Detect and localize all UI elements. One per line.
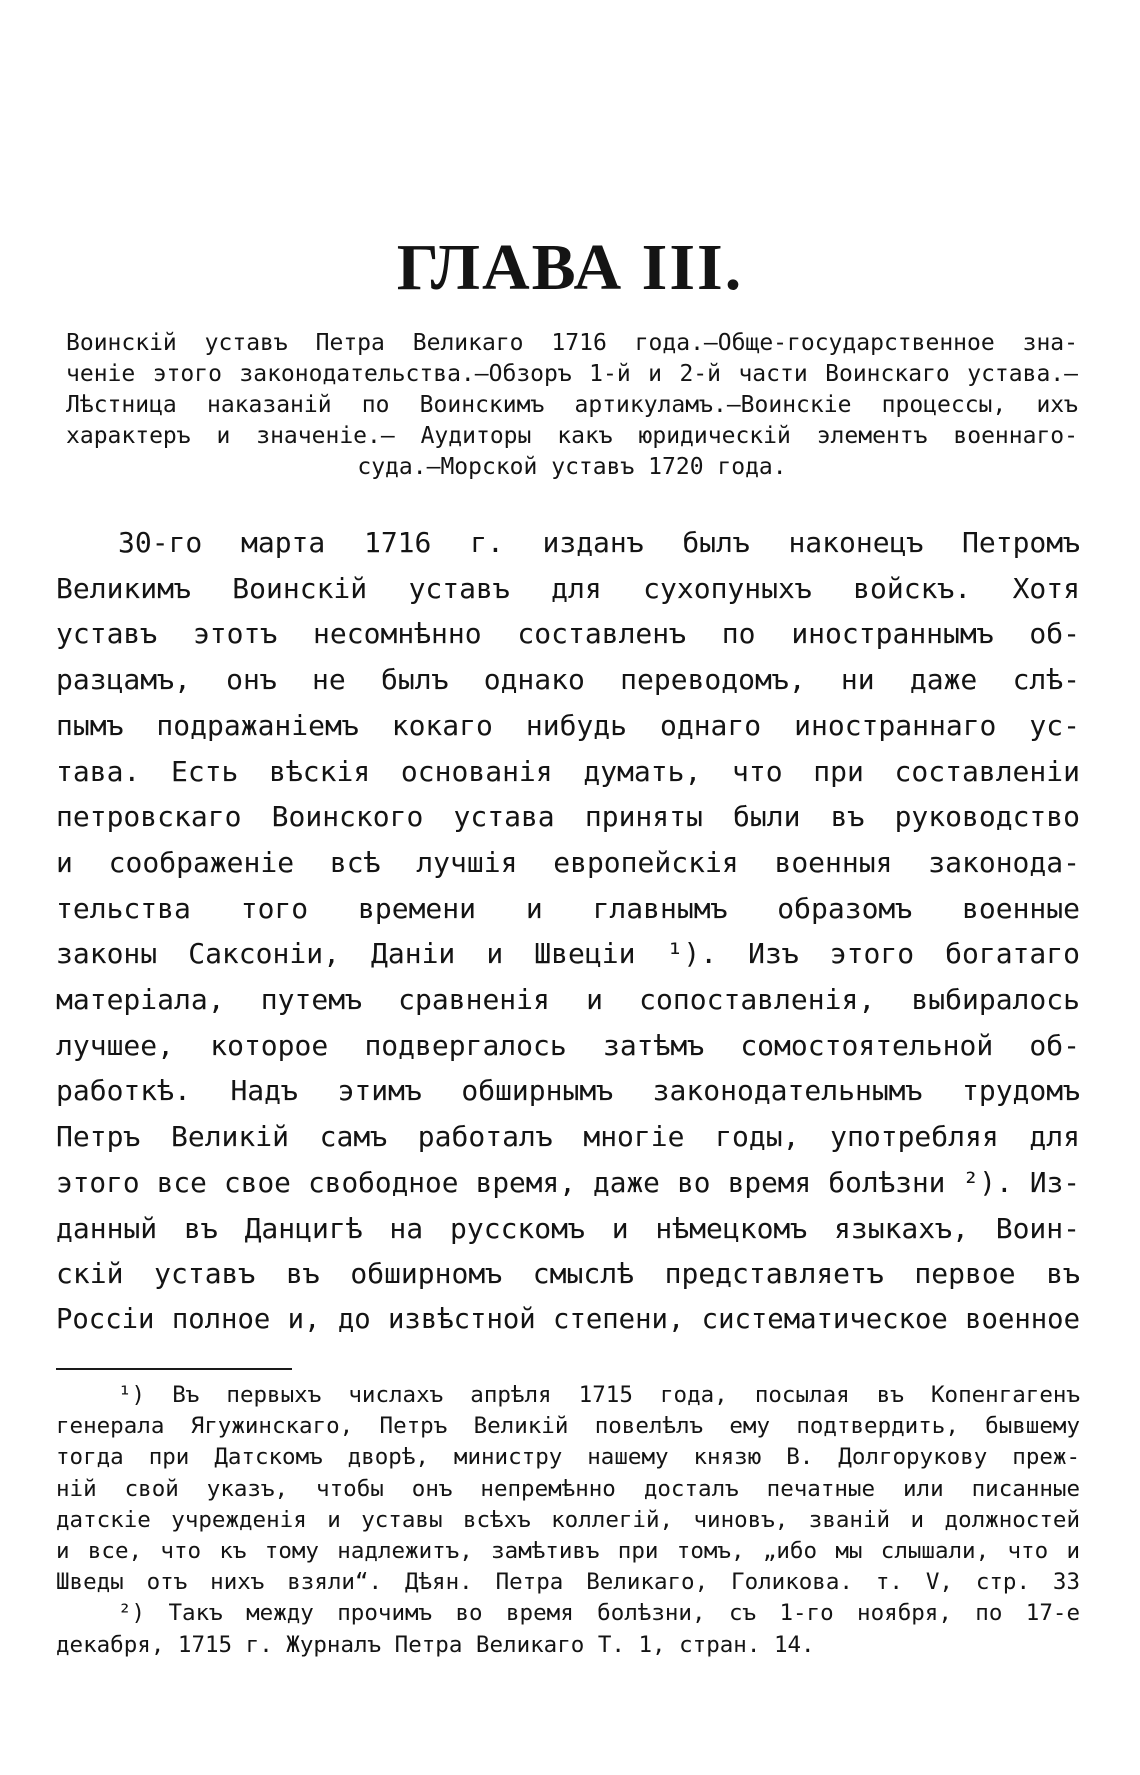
footnote-line: и все, что къ тому надлежитъ, замѣтивъ при томъ, „ибо мы слышали, что и: [56, 1538, 1080, 1565]
body-line: матеріала, путемъ сравненія и сопоставленія, выбиралось: [56, 983, 1080, 1017]
body-line: пымъ подражаніемъ кокаго нибудь однаго иностраннаго ус-: [56, 708, 1080, 742]
chapter-summary: [66, 328, 1078, 483]
summary-line: характеръ и значеніе.— Аудиторы какъ юридическій элементъ военнаго-: [66, 423, 1078, 449]
footnote-line: тогда при Датскомъ дворѣ, министру нашему князю В. Долгорукову преж-: [56, 1444, 1080, 1471]
body-line: Великимъ Воинскій уставъ для сухопуныхъ войскъ. Хотя: [56, 571, 1080, 605]
footnote-line: генерала Ягужинскаго, Петръ Великій повелѣлъ ему подтвердить, бывшему: [56, 1413, 1080, 1440]
body-line: Петръ Великій самъ работалъ многіе годы, употребляя для: [56, 1120, 1080, 1154]
body-line: Россіи полное и, до извѣстной степени, систематическое военное: [56, 1303, 1080, 1335]
body-line: скій уставъ въ обширномъ смыслѣ представляетъ первое въ: [56, 1257, 1080, 1291]
body-line: 30-го марта 1716 г. изданъ былъ наконецъ Петромъ: [118, 526, 1080, 559]
summary-line: ченіе этого законодательства.—Обзоръ 1-й и 2-й части Воинскаго устава.—: [66, 361, 1078, 387]
body-line: разцамъ, онъ не былъ однако переводомъ, ни даже слѣ-: [56, 663, 1080, 697]
footnote-line: ²) Такъ между прочимъ во время болѣзни, съ 1-го ноября, по 17-е: [118, 1600, 1080, 1627]
body-line: тельства того времени и главнымъ образомъ военные: [56, 891, 1080, 925]
body-line: законы Саксоніи, Даніи и Швеціи ¹). Изъ этого богатаго: [56, 937, 1080, 971]
footnote-line: декабря, 1715 г. Журналъ Петра Великаго Т. 1, стран. 14.: [56, 1631, 815, 1658]
footnote-line: ній свой указъ, чтобы онъ непремѣнно досталъ печатные или писанные: [56, 1475, 1080, 1502]
footnote-line: Шведы отъ нихъ взяли“. Дѣян. Петра Великаго, Голикова. т. V, стр. 33: [56, 1569, 1080, 1596]
summary-line: Воинскій уставъ Петра Великаго 1716 года.—Обще-государственное зна-: [66, 330, 1078, 356]
body-line: лучшее, которое подвергалось затѣмъ сомостоятельной об-: [56, 1028, 1080, 1062]
chapter-title: ГЛАВА III.: [396, 231, 744, 304]
body-line: работкѣ. Надъ этимъ обширнымъ законодательнымъ трудомъ: [56, 1074, 1080, 1108]
footnotes: [56, 1380, 1080, 1661]
body-line: и соображеніе всѣ лучшія европейскія военныя законода-: [56, 845, 1080, 879]
footnote-line: датскіе учрежденія и уставы всѣхъ коллегій, чиновъ, званій и должностей: [56, 1506, 1080, 1533]
body-paragraph: [56, 520, 1080, 1343]
footnote-divider: [56, 1368, 292, 1370]
body-line: этого все свое свободное время, даже во время болѣзни ²). Из-: [56, 1165, 1080, 1199]
body-line: данный въ Данцигѣ на русскомъ и нѣмецкомъ языкахъ, Воин-: [56, 1211, 1080, 1245]
summary-line: Лѣстница наказаній по Воинскимъ артикуламъ.—Воинскіе процессы, ихъ: [66, 392, 1078, 418]
body-line: тава. Есть вѣскія основанія думать, что при составленіи: [56, 754, 1080, 788]
body-line: петровскаго Воинского устава приняты были въ руководство: [56, 800, 1080, 834]
summary-line: суда.—Морской уставъ 1720 года.: [357, 454, 787, 480]
body-line: уставъ этотъ несомнѣнно составленъ по иностраннымъ об-: [56, 617, 1080, 651]
footnote-line: ¹) Въ первыхъ числахъ апрѣля 1715 года, посылая въ Копенгагенъ: [118, 1382, 1080, 1408]
